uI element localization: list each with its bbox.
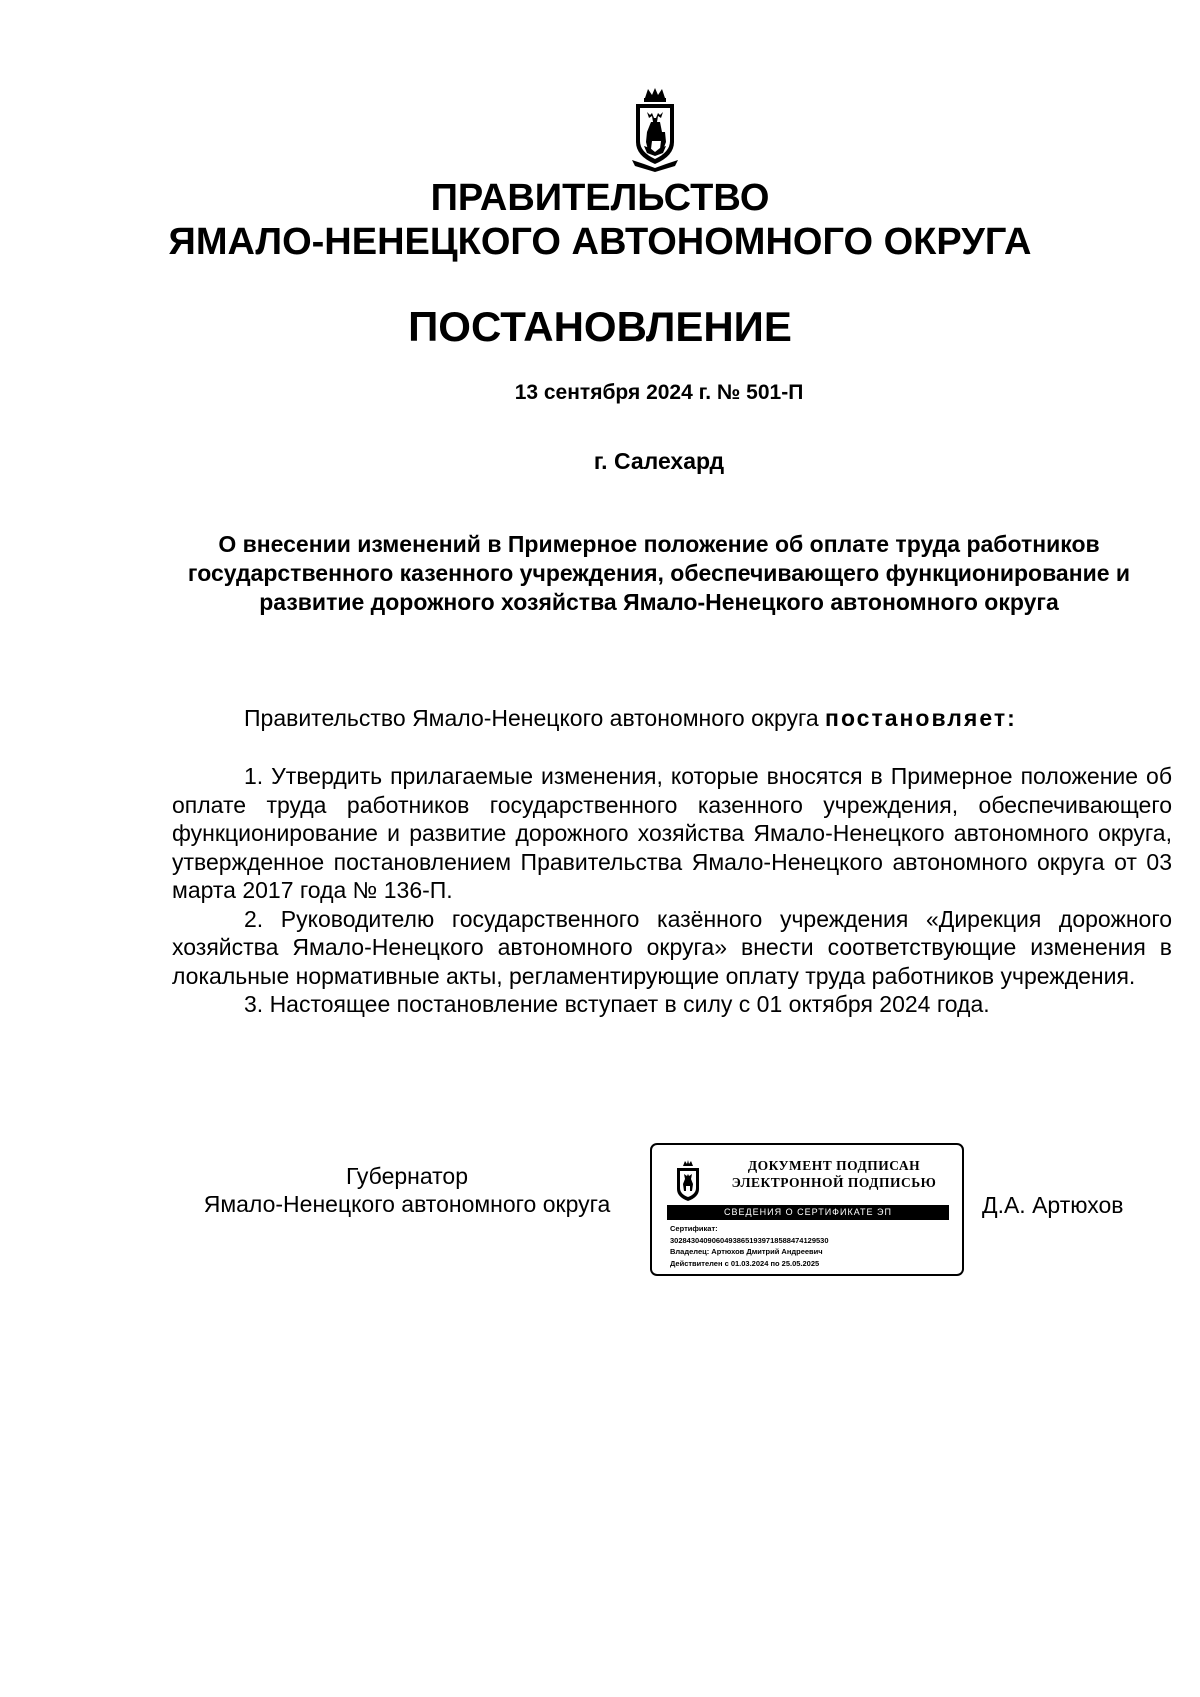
document-date-number: 13 сентября 2024 г. № 501-П [514,381,804,404]
certificate-owner: Владелец: Артюхов Дмитрий Андреевич [670,1247,823,1256]
resolution-item: 1. Утвердить прилагаемые изменения, которые вносятся в Примерное положение об оплате труда работников государственного казенного учреждения, обеспечивающего функционирование и развитие дорожного хозяйства Ямало-Ненецкого автономного округа, утвержденное постановлением Правительства Ямало-Ненецкого автономного округа от 03 марта 2017 года № 136-П. [172,763,1172,903]
certificate-details [670,1223,955,1269]
resolution-items [172,762,1172,1019]
preamble-text: Правительство Ямало-Ненецкого автономного округа [244,705,826,731]
signatory-title [172,1162,642,1218]
resolution-item: 2. Руководителю государственного казённого учреждения «Дирекция дорожного хозяйства Ямало-Ненецкого автономного округа» внести соответствующие изменения в локальные нормативные акты, регламентирующие оплату труда работников учреждения. [172,905,1172,989]
coat-of-arms-icon [630,86,680,174]
electronic-signature-stamp [650,1143,964,1276]
stamp-heading [714,1157,954,1191]
certificate-validity: Действителен с 01.03.2024 по 25.05.2025 [670,1258,820,1268]
signatory-title-line-2: Ямало-Ненецкого автономного округа [203,1191,611,1217]
document-subject: О внесении изменений в Примерное положение об оплате труда работников государственного казенного учреждения, обеспечивающего функционирование и развитие дорожного хозяйства Ямало-Ненецкого автономного округа [187,531,1131,615]
preamble [244,704,1017,732]
certificate-label: Сертификат: [670,1224,718,1233]
authority-line-2: ЯМАЛО-НЕНЕЦКОГО АВТОНОМНОГО ОКРУГА [168,221,1032,263]
certificate-info-bar: СВЕДЕНИЯ О СЕРТИФИКАТЕ ЭП [667,1205,949,1220]
issuing-authority [0,176,1200,264]
stamp-heading-line-1: ДОКУМЕНТ ПОДПИСАН [747,1158,921,1173]
certificate-number: 30284304090604938651939718588474129530 [670,1235,829,1245]
signatory-title-line-1: Губернатор [345,1163,469,1189]
preamble-emphasis: постановляет: [825,705,1017,731]
signatory-name: Д.А. Артюхов [982,1192,1124,1218]
document-type: ПОСТАНОВЛЕНИЕ [408,303,792,350]
coat-of-arms-icon [674,1160,702,1204]
stamp-heading-line-2: ЭЛЕКТРОННОЙ ПОДПИСЬЮ [731,1175,937,1190]
document-city: г. Салехард [593,448,725,474]
authority-line-1: ПРАВИТЕЛЬСТВО [430,177,770,219]
resolution-item: 3. Настоящее постановление вступает в силу с 01 октября 2024 года. [244,991,990,1017]
